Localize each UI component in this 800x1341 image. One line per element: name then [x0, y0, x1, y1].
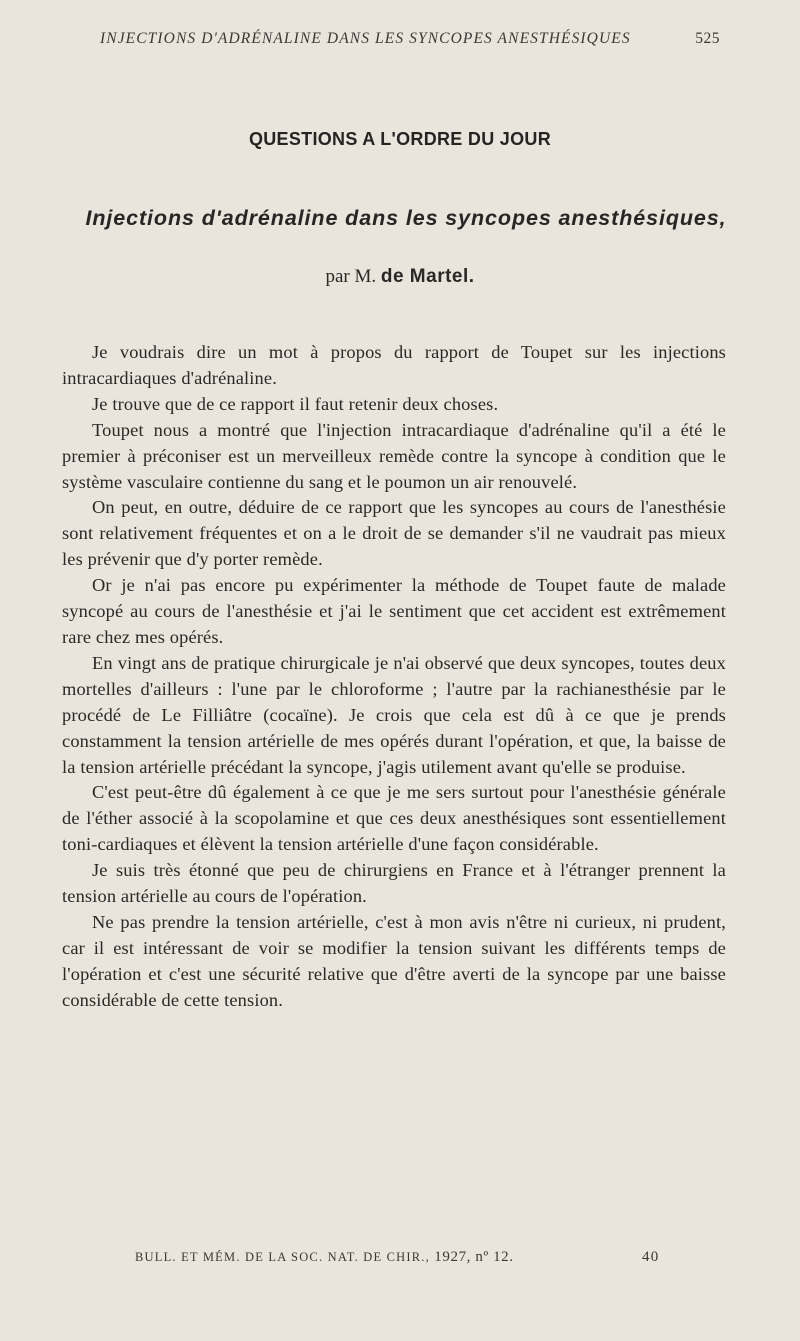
running-head-title: INJECTIONS D'ADRÉNALINE DANS LES SYNCOPES ANESTHÉSIQUES: [100, 30, 631, 47]
paragraph: Je trouve que de ce rapport il faut retenir deux choses.: [92, 393, 499, 414]
paragraph: Ne pas prendre la tension artérielle, c'est à mon avis n'être ni curieux, ni prudent, car il est intéressant de voir se modifier la tension suivant les différents temps de l'opération et c'est une sécurité relative que d'être averti de la syncope par une baisse considérable de cette tension.: [62, 911, 726, 1010]
article-title: Injections d'adrénaline dans les syncopes anesthésiques,: [85, 206, 727, 230]
paragraph: Toupet nous a montré que l'injection intracardiaque d'adrénaline qu'il a été le premier à préconiser est un merveilleux remède contre la syncope à condition que le système vasculaire contienne du sang et le poumon un air renouvelé.: [62, 419, 726, 492]
paragraph: En vingt ans de pratique chirurgicale je n'ai observé que deux syncopes, toutes deux mortelles d'ailleurs : l'une par le chloroforme ; l'autre par la rachianesthésie par le procédé de Le Filliâtre (cocaïne). Je crois que cela est dû à ce que je prends constamment la tension artérielle de mes opérés durant l'opération, et que, la baisse de la tension artérielle précédant la syncope, j'agis utilement avant qu'elle se produise.: [62, 652, 726, 777]
paragraph: Je voudrais dire un mot à propos du rapport de Toupet sur les injections intracardiaques d'adrénaline.: [62, 342, 726, 388]
paragraph: Or je n'ai pas encore pu expérimenter la méthode de Toupet faute de malade syncopé au cours de l'anesthésie et j'ai le sentiment que cet accident est extrêmement rare chez mes opérés.: [62, 575, 726, 647]
byline-author: de Martel.: [380, 266, 475, 287]
article-body: [62, 340, 726, 1014]
paragraph: C'est peut-être dû également à ce que je me sers surtout pour l'anesthésie générale de l'éther associé à la scopolamine et que ces deux anesthésiques sont essentiellement toni-cardiaques et élèvent la tension artérielle d'une façon considérable.: [62, 782, 726, 855]
footer-citation-volume: 1927, nº 12.: [434, 1249, 514, 1265]
footer-citation-journal: BULL. ET MÉM. DE LA SOC. NAT. DE CHIR.,: [135, 1250, 430, 1264]
running-head: [100, 30, 720, 48]
paragraph: On peut, en outre, déduire de ce rapport que les syncopes au cours de l'anesthésie sont relativement fréquentes et on a le droit de se demander s'il ne vaudrait pas mieux les prévenir que d'y porter remède.: [62, 497, 726, 570]
byline: [0, 266, 800, 288]
footer-citation: [135, 1249, 514, 1266]
page-number: 525: [695, 30, 720, 47]
signature-mark: 40: [642, 1249, 660, 1265]
byline-prefix: par M.: [325, 266, 377, 287]
section-heading: QUESTIONS A L'ORDRE DU JOUR: [248, 129, 552, 149]
paragraph: Je suis très étonné que peu de chirurgiens en France et à l'étranger prennent la tension artérielle au cours de l'opération.: [62, 860, 726, 907]
